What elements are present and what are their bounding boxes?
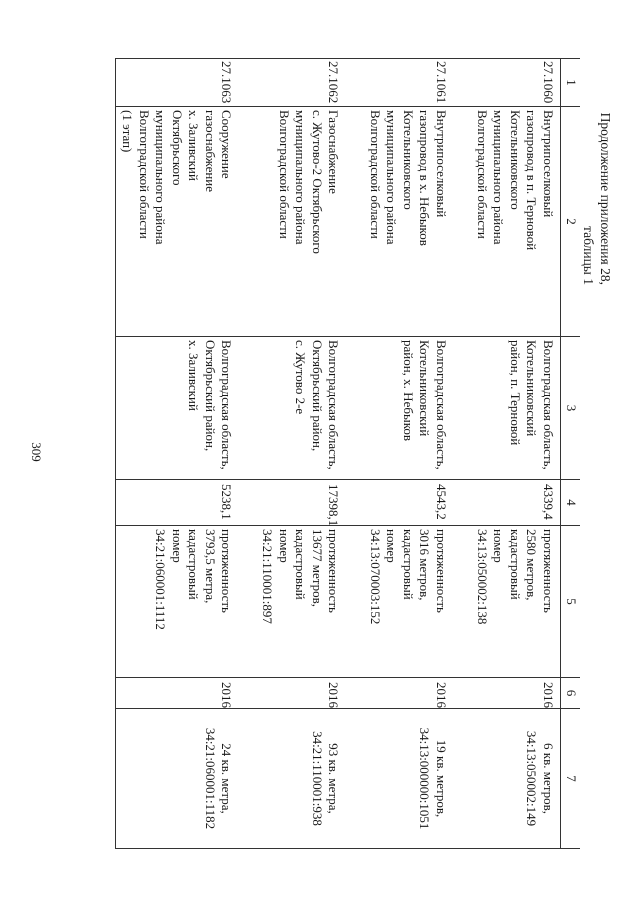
object-name: Внутрипоселковый газопровод в х. Небыков Котельниковского муниципального района Волгоградской области xyxy=(345,107,452,337)
object-characteristics: протяженность 13677 метров, кадастровый номер 34:21:110001:897 xyxy=(238,526,345,678)
row-id: 27.1060 xyxy=(453,59,561,107)
row-id: 27.1061 xyxy=(345,59,452,107)
object-value: 5238,1 xyxy=(116,480,239,526)
object-value: 17398,1 xyxy=(238,480,345,526)
object-location: Волгоградская область, Котельниковский район, х. Небыков xyxy=(345,337,452,480)
object-value: 4543,2 xyxy=(345,480,452,526)
object-land: 6 кв. метров, 34:13:050002:149 xyxy=(453,709,561,849)
object-year: 2016 xyxy=(453,678,561,709)
page-number: 309 xyxy=(29,442,44,462)
table-row xyxy=(345,59,452,849)
column-header-6: 6 xyxy=(561,678,581,709)
header-row xyxy=(561,59,581,849)
object-location: Волгоградская область, Котельниковский район, п. Терновой xyxy=(453,337,561,480)
object-land: 93 кв. метра, 34:21:110001:938 xyxy=(238,709,345,849)
table-row xyxy=(238,59,345,849)
continuation-caption: Продолжение приложения 28, таблицы 1 xyxy=(581,112,613,285)
object-name: Внутрипоселковый газопровод в п. Терновой Котельниковского муниципального района Волгоградской области xyxy=(453,107,561,337)
table-row xyxy=(116,59,239,849)
object-location: Волгоградская область, Октябрьский район, х. Заливский xyxy=(116,337,239,480)
object-land: 24 кв. метра, 34:21:060001:1182 xyxy=(116,709,239,849)
object-characteristics: протяженность 3016 метров, кадастровый номер 34:13:070003:152 xyxy=(345,526,452,678)
object-location: Волгоградская область, Октябрьский район, с. Жутово 2-е xyxy=(238,337,345,480)
object-land: 19 кв. метров, 34:13:000000:1051 xyxy=(345,709,452,849)
column-header-7: 7 xyxy=(561,709,581,849)
column-header-3: 3 xyxy=(561,337,581,480)
object-year: 2016 xyxy=(345,678,452,709)
object-name: Сооружение газоснабжение х. Заливский Октябрьского муниципального района Волгоградской области (1 этап) xyxy=(116,107,239,337)
column-header-5: 5 xyxy=(561,526,581,678)
object-year: 2016 xyxy=(238,678,345,709)
row-id: 27.1063 xyxy=(116,59,239,107)
property-table xyxy=(115,58,580,849)
table-row xyxy=(453,59,561,849)
object-characteristics: протяженность 2580 метров, кадастровый номер 34:13:050002:138 xyxy=(453,526,561,678)
object-characteristics: протяженность 3793,5 метра, кадастровый номер 34:21:060001:1112 xyxy=(116,526,239,678)
object-name: Газоснабжение с. Жутово-2 Октябрьского муниципального района Волгоградской области xyxy=(238,107,345,337)
column-header-1: 1 xyxy=(561,59,581,107)
object-year: 2016 xyxy=(116,678,239,709)
row-id: 27.1062 xyxy=(238,59,345,107)
column-header-2: 2 xyxy=(561,107,581,337)
object-value: 4339,4 xyxy=(453,480,561,526)
column-header-4: 4 xyxy=(561,480,581,526)
